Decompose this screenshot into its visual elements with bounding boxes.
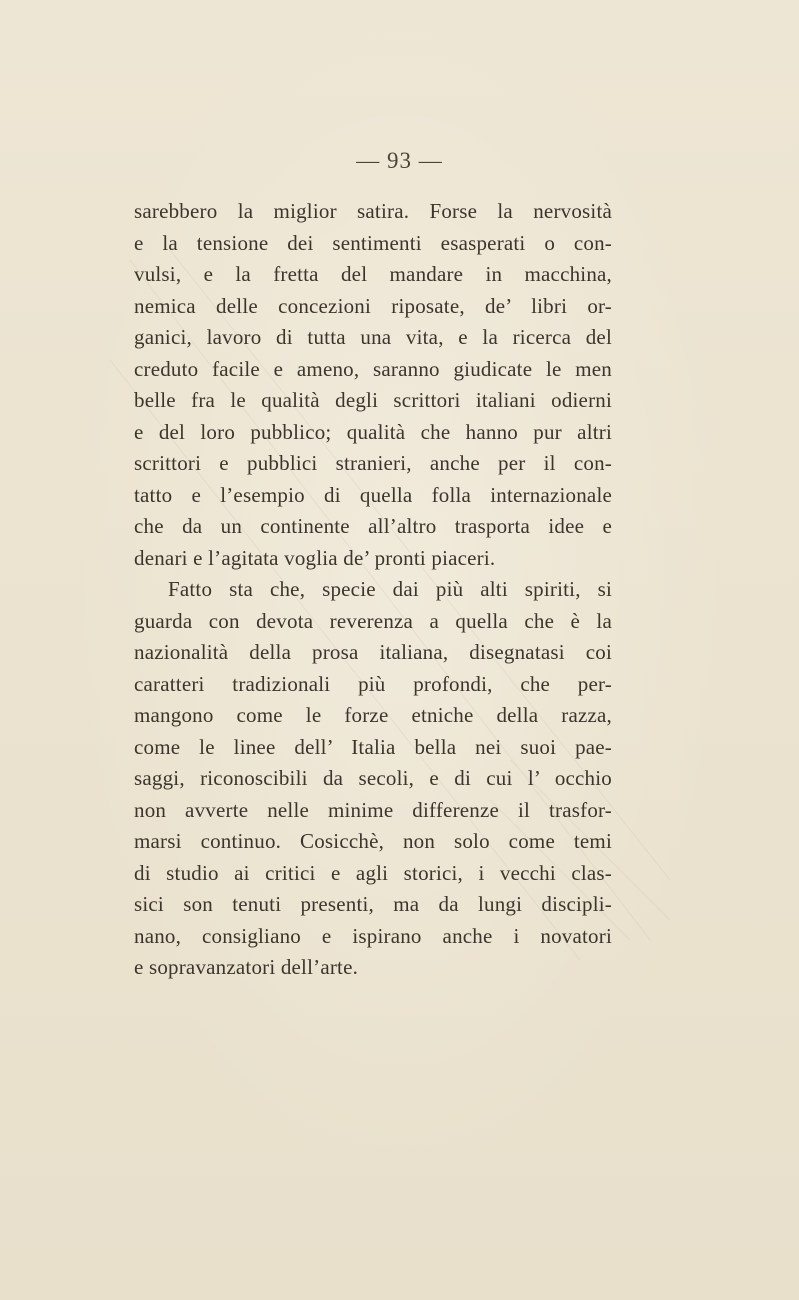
text-line: che da un continente all’altro trasporta idee e	[134, 514, 612, 538]
text-line: caratteri tradizionali più profondi, che per-	[134, 671, 612, 696]
text-line: e sopravanzatori dell’arte.	[134, 955, 359, 979]
text-line: tatto e l’esempio di quella folla internazionale	[134, 482, 612, 507]
text-line: nemica delle concezioni riposate, de’ libri or-	[134, 293, 612, 318]
text-line: come le linee dell’ Italia bella nei suoi pae-	[134, 734, 612, 759]
text-line: marsi continuo. Cosicchè, non solo come temi	[134, 829, 612, 853]
text-line: guarda con devota reverenza a quella che è la	[134, 608, 612, 633]
text-line: denari e l’agitata voglia de’ pronti piaceri.	[134, 545, 496, 570]
text-line: nazionalità della prosa italiana, disegnatasi coi	[134, 640, 612, 664]
text-line: Fatto sta che, specie dai più alti spiriti, si	[168, 577, 612, 601]
text-line: non avverte nelle minime differenze il trasfor-	[134, 797, 612, 822]
text-line: e la tensione dei sentimenti esasperati o con-	[134, 230, 612, 255]
text-line: e del loro pubblico; qualità che hanno pur altri	[134, 419, 612, 444]
text-line: scrittori e pubblici stranieri, anche per il con-	[134, 451, 612, 475]
text-line: creduto facile e ameno, saranno giudicate le men	[134, 356, 612, 381]
body-text	[134, 196, 612, 984]
text-line: sici son tenuti presenti, ma da lungi discipli-	[134, 892, 612, 916]
text-line: mangono come le forze etniche della razza,	[134, 703, 612, 727]
text-line: saggi, riconoscibili da secoli, e di cui l’ occhio	[134, 766, 612, 790]
text-line: di studio ai critici e agli storici, i vecchi clas-	[134, 860, 612, 885]
text-line: vulsi, e la fretta del mandare in macchina,	[134, 262, 612, 286]
text-line: ganici, lavoro di tutta una vita, e la ricerca del	[134, 325, 612, 349]
page-number: — 93 —	[356, 148, 443, 173]
text-line: belle fra le qualità degli scrittori italiani odierni	[134, 388, 612, 412]
text-line: sarebbero la miglior satira. Forse la nervosità	[134, 199, 612, 223]
text-line: nano, consigliano e ispirano anche i novatori	[134, 923, 612, 948]
